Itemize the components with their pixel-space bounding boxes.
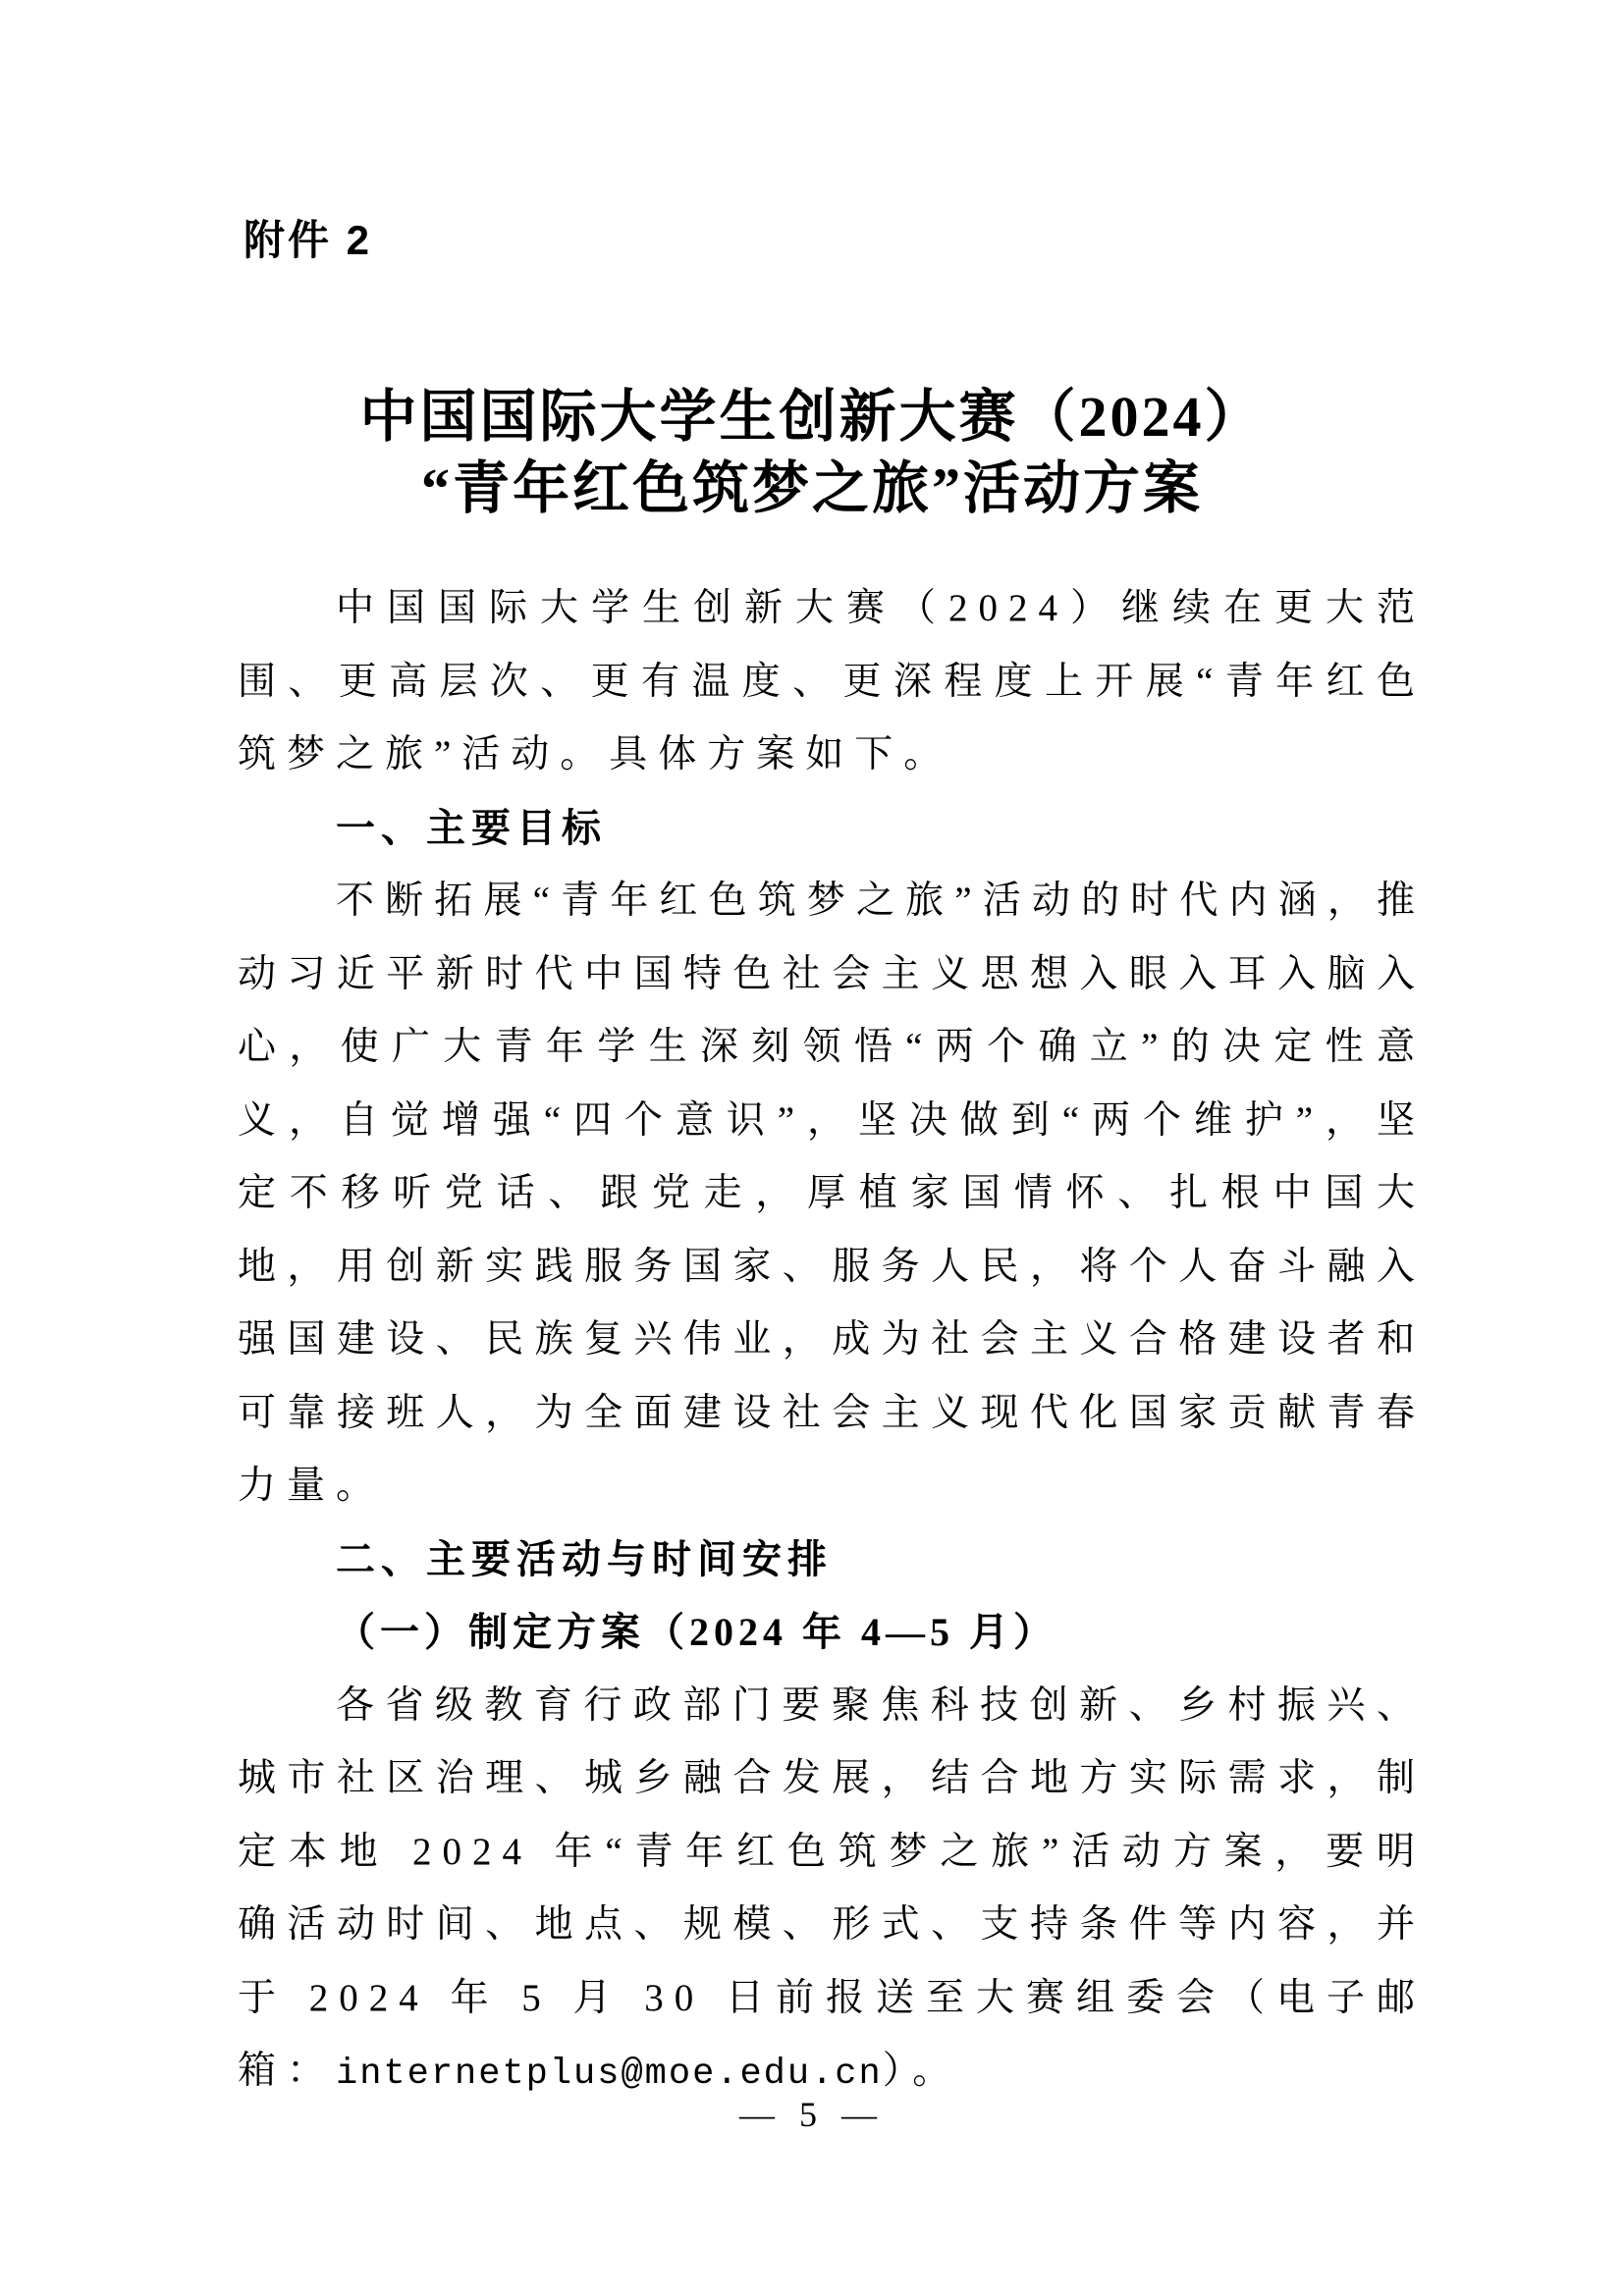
section-1-heading: 一、主要目标 xyxy=(336,806,607,850)
document-title-line1: 中国国际大学生创新大赛（2024） xyxy=(359,384,1265,449)
section-2-heading: 二、主要活动与时间安排 xyxy=(336,1537,833,1581)
page-number: — 5 — xyxy=(739,2095,885,2134)
section-2-sub1-heading: （一）制定方案（2024 年 4—5 月） xyxy=(336,1610,1057,1654)
document-title xyxy=(0,381,1624,524)
section-2-sub1-paragraph-closing: ）。 xyxy=(882,2050,962,2092)
document-title-line2: “青年红色筑梦之旅”活动方案 xyxy=(420,455,1203,520)
section-1-paragraph: 不断拓展“青年红色筑梦之旅”活动的时代内涵，推动习近平新时代中国特色社会主义思想入眼入耳入脑入心，使广大青年学生深刻领悟“两个确立”的决定性意义，自觉增强“四个意识”，坚决做到“两个维护”，坚定不移听党话、跟党走，厚植家国情怀、扎根中国大地，用创新实践服务国家、服务人民，将个人奋斗融入强国建设、民族复兴伟业，成为社会主义合格建设者和可靠接班人，为全面建设社会主义现代化国家贡献青春力量。 xyxy=(238,880,1426,1507)
section-2-sub1-paragraph-text: 各省级教育行政部门要聚焦科技创新、乡村振兴、城市社区治理、城乡融合发展，结合地方实际需求，制定本地 2024 年“青年红色筑梦之旅”活动方案，要明确活动时间、地点、规模、形式、支持条件等内容，并于 2024 年 5 月 30 日前报送至大赛组委会（电子邮箱： xyxy=(238,1683,1426,2092)
attachment-label: 附件 2 xyxy=(244,217,373,263)
contest-email-address: internetplus@moe.edu.cn xyxy=(336,2054,883,2095)
intro-paragraph: 中国国际大学生创新大赛（2024）继续在更大范围、更高层次、更有温度、更深程度上开展“青年红色筑梦之旅”活动。具体方案如下。 xyxy=(238,587,1426,775)
section-2-sub1-paragraph xyxy=(238,1670,1426,2111)
document-body xyxy=(238,572,1426,2111)
